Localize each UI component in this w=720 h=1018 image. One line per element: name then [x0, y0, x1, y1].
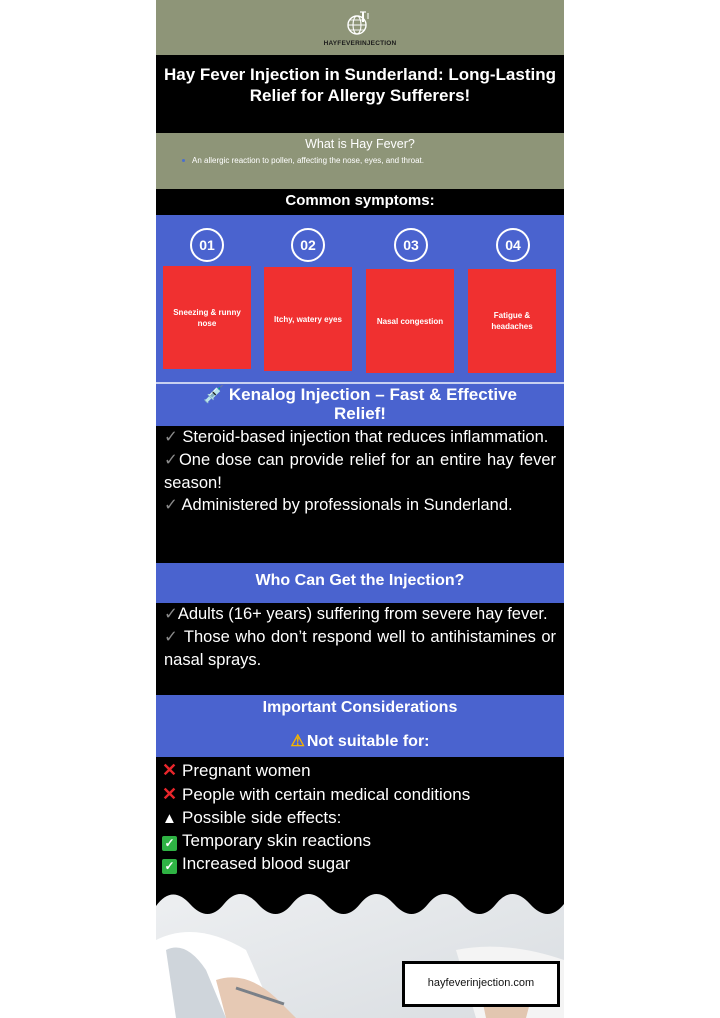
list-item-text: People with certain medical conditions [182, 784, 471, 804]
kenalog-point [164, 449, 556, 495]
what-bullet [178, 156, 424, 165]
kenalog-point-text: One dose can provide relief for an entire hay fever season! [164, 450, 556, 492]
check-mark-icon: ✓ [164, 450, 179, 469]
warning-icon: ▲ [162, 809, 177, 827]
kenalog-heading: 💉 Kenalog Injection – Fast & Effective Relief! [202, 385, 517, 423]
what-bullet-text: An allergic reaction to pollen, affecting the nose, eyes, and throat. [192, 156, 424, 165]
list-item-text: Increased blood sugar [182, 854, 351, 874]
kenalog-point-text: Administered by professionals in Sunderland. [181, 496, 513, 515]
website-badge[interactable] [402, 961, 560, 1007]
not-suitable-text: Not suitable for: [306, 733, 430, 750]
symptom-number: 04 [496, 228, 530, 262]
list-item [162, 853, 560, 876]
symptom-card: Itchy, watery eyes [264, 267, 352, 371]
kenalog-point [164, 494, 556, 517]
infographic [156, 0, 564, 1018]
check-mark-icon: ✓ [164, 496, 178, 515]
considerations-list [162, 759, 560, 876]
list-item-text: Temporary skin reactions [182, 831, 371, 851]
list-item [162, 759, 560, 783]
list-item-text: Possible side effects: [182, 807, 342, 827]
list-item [162, 807, 560, 831]
list-item-text: Pregnant women [182, 761, 311, 780]
check-mark-icon: ✓ [164, 428, 178, 446]
kenalog-points [164, 426, 556, 517]
who-heading: Who Can Get the Injection? [255, 572, 465, 589]
cross-mark-icon: ✕ [162, 760, 178, 780]
symptom-card: Nasal congestion [366, 269, 454, 373]
considerations-heading: Important Considerations [262, 699, 458, 716]
symptoms-section [156, 215, 564, 382]
warning-icon: ⚠ [290, 733, 305, 750]
page-title: Hay Fever Injection in Sunderland: Long-Lasting Relief for Allergy Sufferers! [164, 65, 556, 105]
who-point-text: Adults (16+ years) suffering from severe hay fever. [177, 605, 548, 623]
check-box-icon: ✓ [162, 859, 177, 874]
globe-syringe-icon [346, 10, 372, 38]
symptom-card: Fatigue & headaches [468, 269, 556, 373]
what-heading: What is Hay Fever? [305, 137, 415, 151]
check-mark-icon: ✓ [164, 605, 178, 623]
symptom-number: 01 [190, 228, 224, 262]
who-points [164, 603, 556, 671]
who-point [164, 603, 556, 626]
not-suitable-heading [156, 731, 564, 751]
kenalog-point-text: Steroid-based injection that reduces inflammation. [182, 428, 549, 446]
header-bar [156, 0, 564, 55]
list-item [162, 830, 560, 853]
symptom-card: Sneezing & runny nose [163, 266, 251, 369]
symptoms-heading: Common symptoms: [285, 192, 435, 209]
check-mark-icon: ✓ [164, 627, 179, 646]
who-point [164, 626, 556, 672]
brand-name: HAYFEVERINJECTION [323, 40, 397, 47]
list-item [162, 783, 560, 807]
symptom-number: 02 [291, 228, 325, 262]
cross-mark-icon: ✕ [162, 783, 178, 804]
symptom-number: 03 [394, 228, 428, 262]
kenalog-point [164, 426, 556, 449]
check-box-icon: ✓ [162, 836, 177, 851]
who-point-text: Those who don’t respond well to antihistamines or nasal sprays. [164, 627, 557, 669]
website-url[interactable]: hayfeverinjection.com [427, 977, 535, 989]
